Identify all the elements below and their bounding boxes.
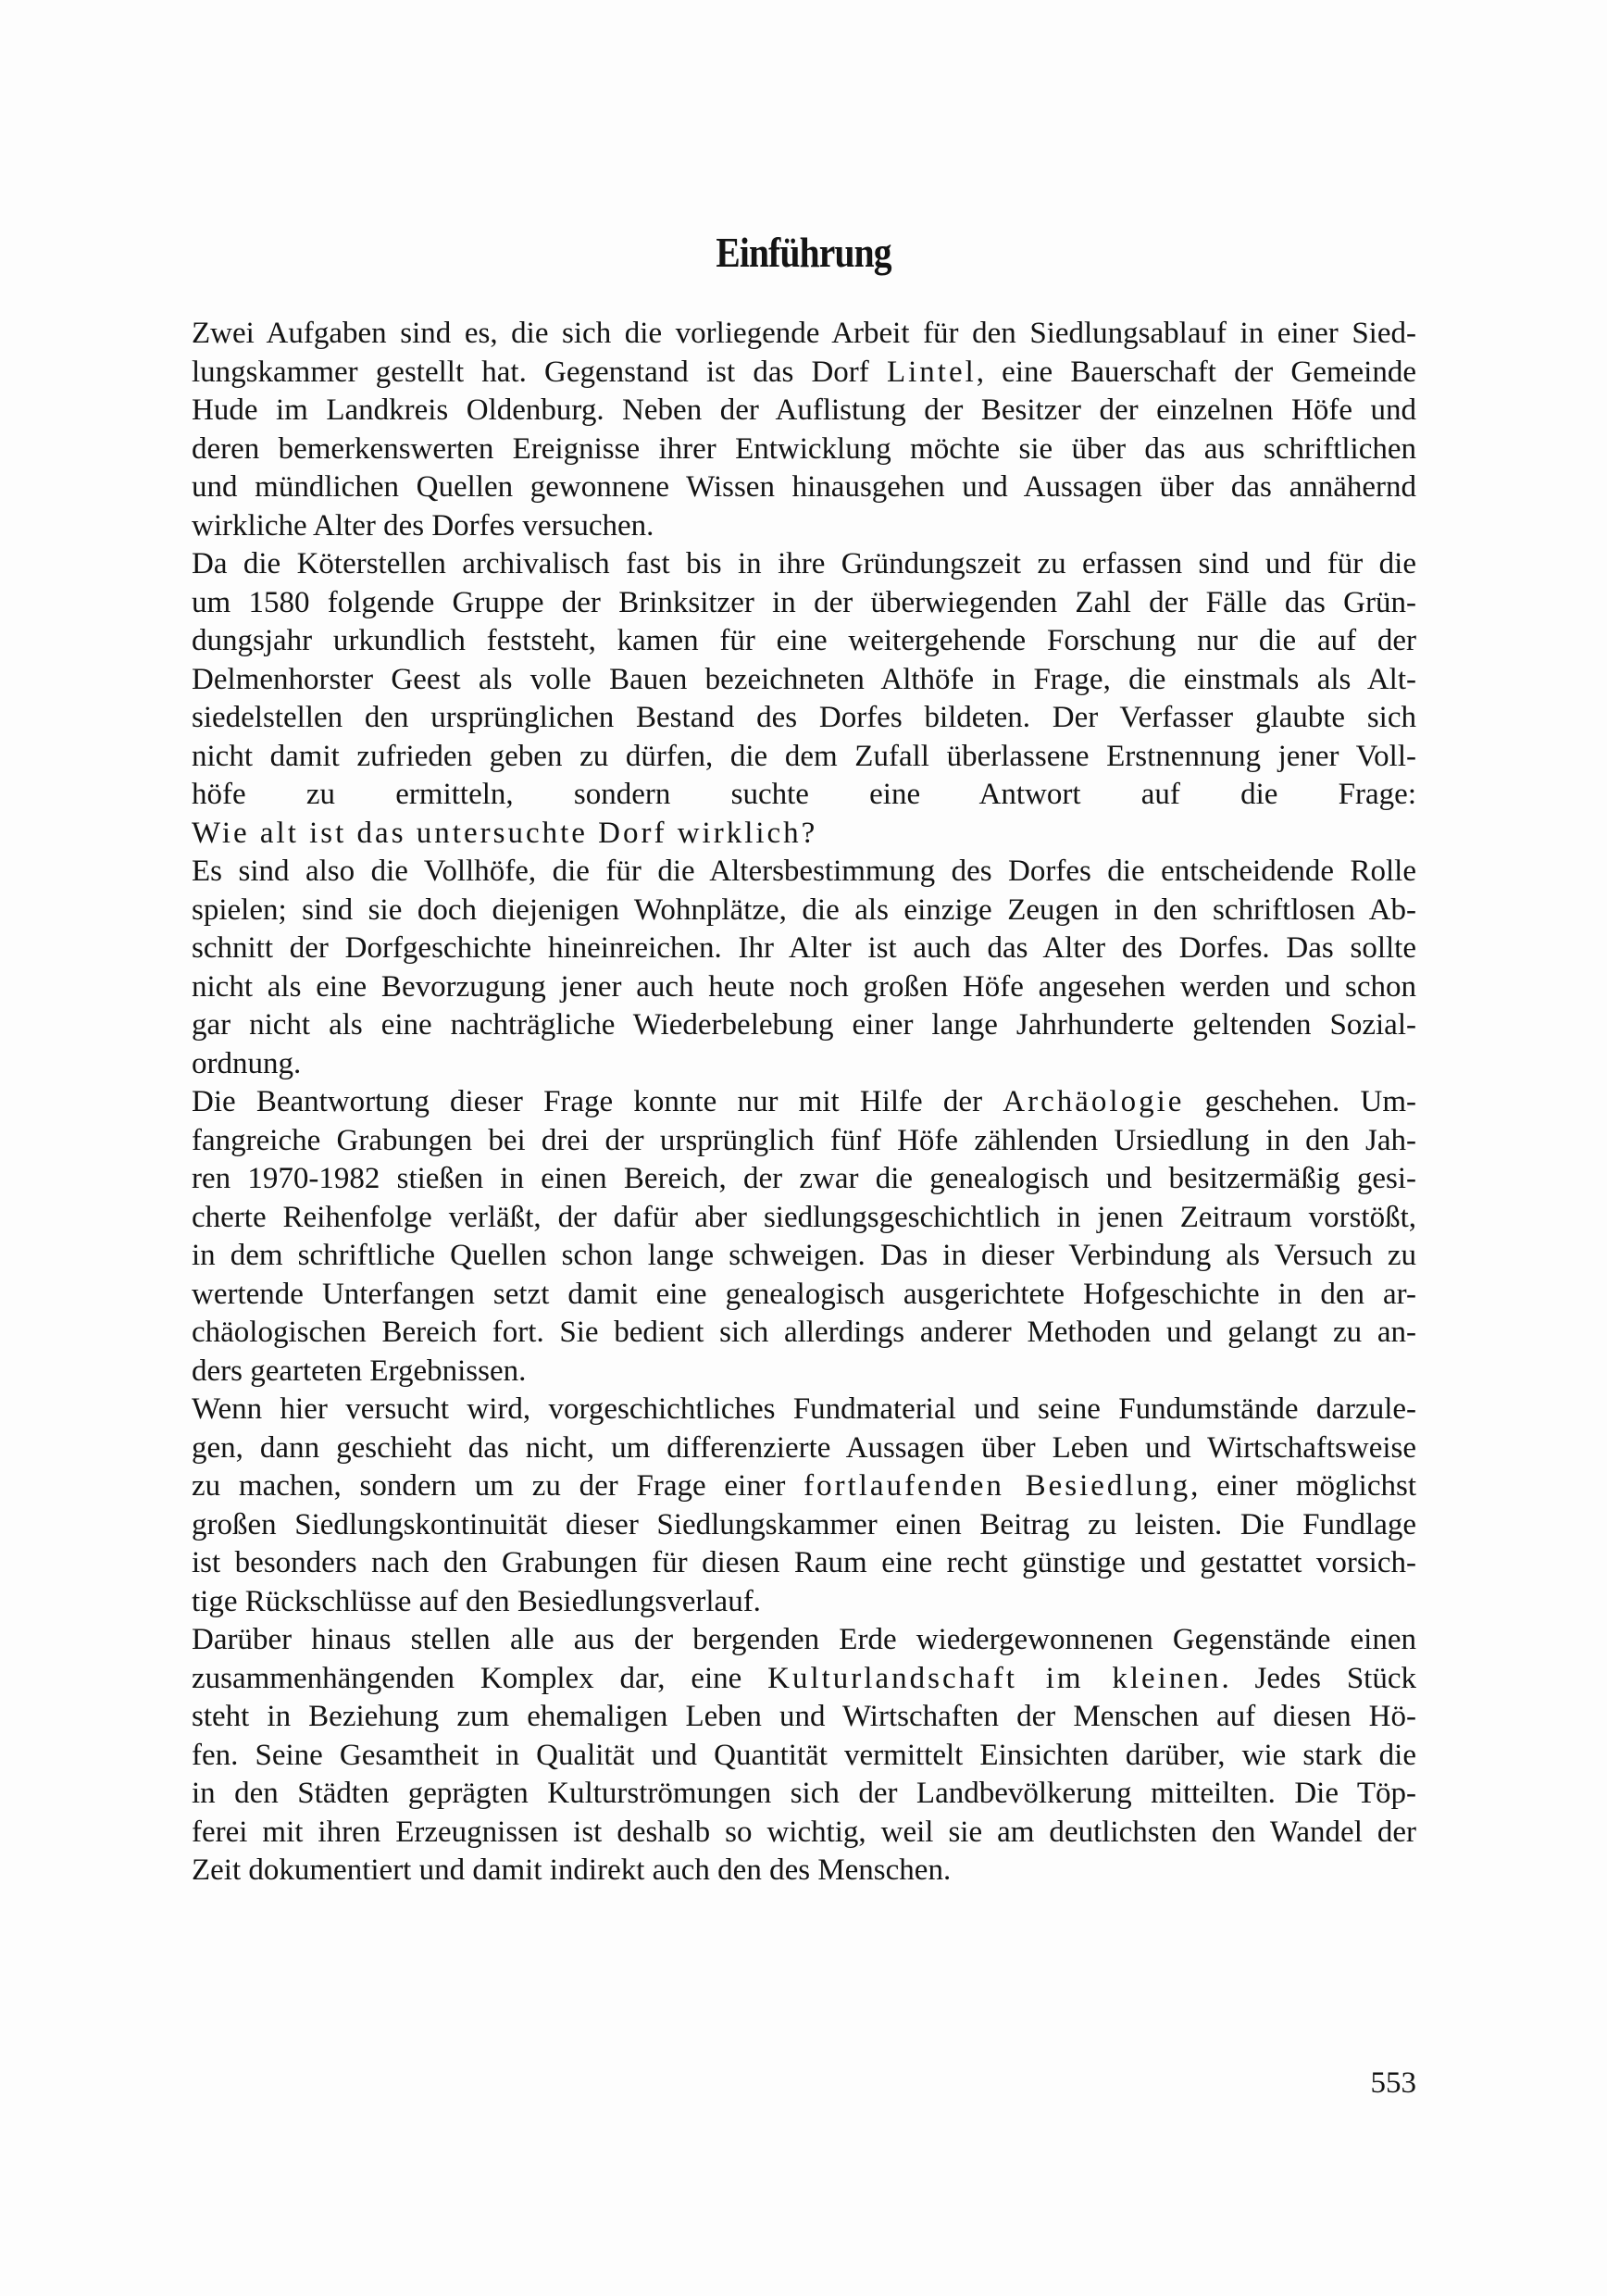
text-line: um 1580 folgende Gruppe der Brinksitzer in der überwiegenden Zahl der Fälle das Grün-: [192, 585, 1416, 619]
text-line: siedelstellen den ursprünglichen Bestand des Dorfes bildeten. Der Verfasser glaubte sich: [192, 701, 1416, 734]
text-line: schnitt der Dorfgeschichte hineinreichen. Ihr Alter ist auch das Alter des Dorfes. Das sollte: [192, 931, 1416, 965]
text-line: dungsjahr urkundlich feststeht, kamen für eine weitergehende Forschung nur die auf der: [192, 624, 1416, 657]
emphasized-spaced-text: Archäologie: [1003, 1085, 1185, 1118]
text-line: Delmenhorster Geest als volle Bauen bezeichneten Althöfe in Frage, die einstmals als Alt-: [192, 662, 1416, 696]
text-line: ist besonders nach den Grabungen für diesen Raum eine recht günstige und gestattet vorsich-: [192, 1546, 1416, 1579]
text-line: nicht als eine Bevorzugung jener auch heute noch großen Höfe angesehen werden und schon: [192, 969, 1416, 1004]
paragraph: [192, 1083, 1416, 1391]
text-line: gar nicht als eine nachträgliche Wiederbelebung einer lange Jahrhunderte geltenden Sozial-: [192, 1008, 1416, 1042]
text-line: und mündlichen Quellen gewonnene Wissen hinausgehen und Aussagen über das annähernd: [192, 470, 1416, 504]
paragraph: [192, 1621, 1416, 1890]
text-line: ordnung.: [192, 1046, 302, 1080]
text-line: spielen; sind sie doch diejenigen Wohnplätze, die als einzige Zeugen in den schriftlosen Ab-: [192, 892, 1416, 927]
page-number: 553: [1370, 2066, 1416, 2100]
text-line: nicht damit zufrieden geben zu dürfen, die dem Zufall überlassene Erstnennung jener Voll-: [192, 739, 1416, 773]
text-line: lungskammer gestellt hat. Gegenstand ist das Dorf Lintel, eine Bauerschaft der Gemeinde: [192, 355, 1416, 389]
text-line: Es sind also die Vollhöfe, die für die Altersbestimmung des Dorfes die entscheidende Rolle: [192, 855, 1416, 888]
text-line: gen, dann geschieht das nicht, um differenzierte Aussagen über Leben und Wirtschaftsweise: [192, 1430, 1416, 1465]
text-line: cherte Reihenfolge verläßt, der dafür aber siedlungsgeschichtlich in jenen Zeitraum vorstößt,: [192, 1200, 1416, 1234]
text-line: großen Siedlungskontinuität dieser Siedlungskammer einen Beitrag zu leisten. Die Fundlage: [192, 1507, 1416, 1541]
body-text: [192, 315, 1416, 1890]
text-line: fen. Seine Gesamtheit in Qualität und Quantität vermittelt Einsichten darüber, wie stark die: [192, 1738, 1416, 1772]
text-line: zusammenhängenden Komplex dar, eine Kulturlandschaft im kleinen. Jedes Stück: [192, 1661, 1416, 1695]
emphasized-spaced-text: Lintel: [886, 355, 977, 389]
text-line: zu machen, sondern um zu der Frage einer fortlaufenden Besiedlung, einer möglichst: [192, 1469, 1416, 1503]
paragraph: [192, 545, 1416, 853]
text-line: in den Städten geprägten Kulturströmungen sich der Landbevölkerung mitteilten. Die Töp-: [192, 1777, 1416, 1810]
text-line: Zwei Aufgaben sind es, die sich die vorliegende Arbeit für den Siedlungsablauf in einer Sied-: [192, 317, 1416, 350]
text-line: Da die Köterstellen archivalisch fast bis in ihre Gründungszeit zu erfassen sind und für die: [192, 547, 1416, 580]
text-line: ferei mit ihren Erzeugnissen ist deshalb so wichtig, weil sie am deutlichsten den Wandel der: [192, 1815, 1416, 1849]
text-line: fangreiche Grabungen bei drei der ursprünglich fünf Höfe zählenden Ursiedlung in den Jah-: [192, 1123, 1416, 1157]
text-line: in dem schriftliche Quellen schon lange schweigen. Das in dieser Verbindung als Versuch zu: [192, 1239, 1416, 1272]
text-line: deren bemerkenswerten Ereignisse ihrer Entwicklung möchte sie über das aus schriftlichen: [192, 431, 1416, 466]
text-line: wertende Unterfangen setzt damit eine genealogisch ausgerichtete Hofgeschichte in den ar-: [192, 1277, 1416, 1311]
text-line: Wenn hier versucht wird, vorgeschichtliches Fundmaterial und seine Fundumstände darzule-: [192, 1392, 1416, 1426]
text-line: Darüber hinaus stellen alle aus der bergenden Erde wiedergewonnenen Gegenstände einen: [192, 1623, 1416, 1656]
text-line: [192, 815, 1416, 854]
text-line: wirkliche Alter des Dorfes versuchen.: [192, 508, 654, 543]
emphasized-spaced-text: Kulturlandschaft im kleinen: [767, 1661, 1222, 1695]
text-line: ders gearteten Ergebnissen.: [192, 1354, 527, 1388]
paragraph: [192, 1391, 1416, 1621]
text-line: chäologischen Bereich fort. Sie bedient sich allerdings anderer Methoden und gelangt zu an-: [192, 1316, 1416, 1349]
page-title: Einführung: [716, 229, 891, 276]
text-line: höfe zu ermitteln, sondern suchte eine Antwort auf die Frage:: [192, 778, 1416, 811]
text-line: Zeit dokumentiert und damit indirekt auch den des Menschen.: [192, 1853, 952, 1887]
paragraph: [192, 315, 1416, 545]
paragraph: [192, 853, 1416, 1083]
text-line: Hude im Landkreis Oldenburg. Neben der Auflistung der Besitzer der einzelnen Höfe und: [192, 393, 1416, 427]
text-line: Die Beantwortung dieser Frage konnte nur mit Hilfe der Archäologie geschehen. Um-: [192, 1085, 1417, 1118]
emphasized-spaced-text: Wie alt ist das untersuchte Dorf wirklich?: [192, 816, 818, 850]
text-line: ren 1970-1982 stießen in einen Bereich, der zwar die genealogisch und besitzermäßig gesi-: [192, 1162, 1416, 1195]
text-line: steht in Beziehung zum ehemaligen Leben und Wirtschaften der Menschen auf diesen Hö-: [192, 1700, 1416, 1733]
emphasized-spaced-text: fortlaufenden Besiedlung: [804, 1469, 1191, 1503]
text-line: tige Rückschlüsse auf den Besiedlungsverlauf.: [192, 1584, 761, 1618]
